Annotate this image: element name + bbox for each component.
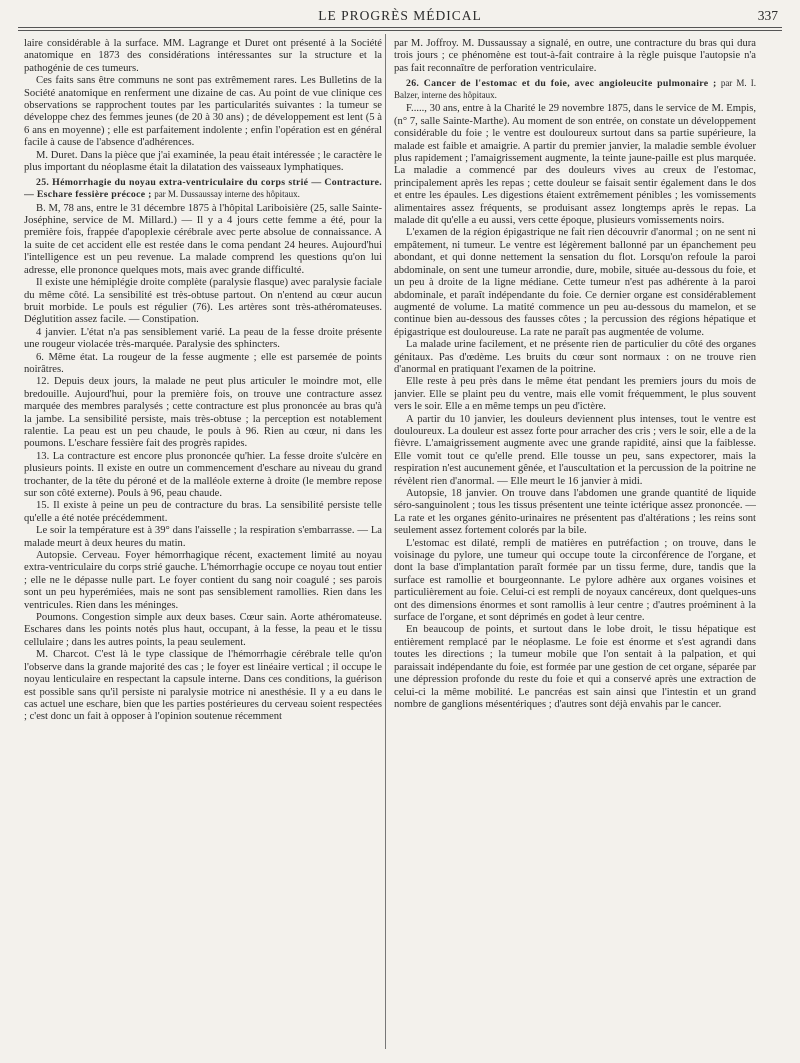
paragraph: 12. Depuis deux jours, la malade ne peut plus articuler le moindre mot, elle bredouille. Aujourd'hui, pour la première fois, on trouve une contracture assez marquée des membres paralysés ; cette contracture est plus prononcée au bras qu'à la jambe. La sensibilité persiste, mais très-obtuse ; la perception est notablement ralentie. La peau est un peu chaude, le pouls à 96. Rien au cœur, ni dans les poumons. L'eschare fessière fait des progrès rapides. — [24, 376, 382, 450]
paragraph: En beaucoup de points, et surtout dans le lobe droit, le tissu hépatique est entièrement remplacé par le néoplasme. Le foie est énorme et s'est agrandi dans toutes les directions ; la tumeur mobile que l'on sentait à la palpation, et qui paraissait indépendante du foie, est formée par une gestion de cet organe, séparée par une dépression profonde du reste du foie et qui a conservé après une extraction de celui-ci la même mobilité. Le pancréas est sain ainsi que l'intestin et un grand nombre de ganglions mésentériques ; d'autres sont déjà envahis par le cancer. — [394, 624, 756, 710]
journal-title: LE PROGRÈS MÉDICAL — [318, 8, 482, 23]
paragraph: 15. Il existe à peine un peu de contracture du bras. La sensibilité persiste telle qu'elle a été notée précédemment. — [24, 500, 382, 524]
paragraph: Poumons. Congestion simple aux deux bases. Cœur sain. Aorte athéromateuse. Eschares dans les points notés plus haut, occupant, à la fesse, la peau et le tissu cellulaire ; dans les autres points, la peau seulement. — [24, 612, 382, 648]
paragraph: 4 janvier. L'état n'a pas sensiblement varié. La peau de la fesse droite présente une rougeur violacée très-marquée. Paralysie des sphincters. — [24, 326, 382, 351]
column-divider — [385, 34, 386, 1049]
page-number: 337 — [757, 8, 778, 23]
header-rule-double — [18, 30, 782, 31]
paragraph: Ces faits sans être communs ne sont pas extrêmement rares. Les Bulletins de la Société anatomique en renferment une dizaine de cas. Au point de vue clinique ces observations se rapprochent toutes par les particularités suivantes : la tumeur se développe chez des femmes jeunes (de 20 à 30 ans) ; de développement est lent (5 à 6 ans en moyenne) ; elle est parfaitement indolente ; enfin l'opération est en général facile à cause de l'absence d'adhérences. — [24, 75, 382, 149]
page-header — [18, 6, 782, 26]
paragraph: Autopsie, 18 janvier. On trouve dans l'abdomen une grande quantité de liquide séro-sanguinolent ; tous les tissus présentent une teinte ictérique assez prononcée. — La rate et les organes génito-urinaires ne présentent pas d'altérations ; les reins sont seulement assez fortement colorés par la bile. — [394, 488, 756, 537]
section-heading-title: 25. Hémorrhagie du noyau extra-ventriculaire du corps strié — Contracture. — Eschare fessière précoce ; — [24, 177, 382, 201]
section-heading — [24, 177, 382, 200]
right-column — [394, 38, 756, 1052]
paragraph: Elle reste à peu près dans le même état pendant les premiers jours du mois de janvier. Elle se plaint peu du ventre, mais elle vomit fréquemment, le plus souvent vers le soir. Elle a en même temps un peu d'ictère. — [394, 376, 756, 413]
paragraph: L'estomac est dilaté, rempli de matières en putréfaction ; on trouve, dans le voisinage du pylore, une tumeur qui occupe toute la circonférence de l'organe, et dont la base d'implantation paraît formée par un tissu ferme, dure, tandis que la surface est ramollie et bourgeonnante. Le pylore adhère aux organes voisines et particulièrement au foie. Celui-ci est rempli de noyaux cancéreux, dont quelques-uns ont des dimensions énormes et sont ramollis à leur centre ; d'autres proéminent à la surface de l'organe, et sont déprimés en godet à leur centre. — [394, 537, 756, 624]
header-rule — [18, 27, 782, 28]
paragraph: M. Duret. Dans la pièce que j'ai examinée, la peau était intéressée ; le caractère le plus important du néoplasme était la dilatation des vaisseaux lymphatiques. — [24, 149, 382, 174]
paragraph: laire considérable à la surface. MM. Lagrange et Duret ont présenté à la Société anatomique en 1873 des considérations intéressantes sur la structure et la pathogénie de ces tumeurs. — [24, 38, 382, 74]
section-heading-byline: par M. I. Balzer, interne des hôpitaux. — [394, 78, 756, 100]
section-heading-byline: par M. Dussaussay interne des hôpitaux. — [154, 189, 300, 200]
paragraph: 13. La contracture est encore plus prononcée qu'hier. La fesse droite s'ulcère en plusieurs points. Il existe en outre un commencement d'eschare au niveau du grand trochanter, de la tête du péroné et de la malléole externe à droite (le membre repose sur son côté externe). Pouls à 96, peau chaude. — [24, 450, 382, 499]
paragraph: 6. Même état. La rougeur de la fesse augmente ; elle est parsemée de points noirâtres. — [24, 351, 382, 375]
paragraph: L'examen de la région épigastrique ne fait rien découvrir d'anormal ; on ne sent ni empâtement, ni tumeur. Le ventre est légèrement ballonné par un épanchement peu abondant, et qui donne nettement la sensation du flot. Lorsqu'on refoule la paroi abdominale, on sent une tumeur arrondie, dure, mobile, située au-dessous du foie, et un peu à droite de la ligne médiane. Cette tumeur n'est pas adhérente à la paroi abdominale, et paraît indépendante du foie. Ce dernier organe est considérablement augmenté de volume. La matité commence un peu au-dessous du mamelon, et se continue bien au-dessous des fausses côtes ; la percussion des régions hépatique et épigastrique est douloureuse. La rate ne paraît pas augmentée de volume. — [394, 227, 756, 338]
paragraph: M. Charcot. C'est là le type classique de l'hémorrhagie cérébrale telle qu'on l'observe dans la grande majorité des cas ; le foyer est linéaire vertical ; il occupe le noyau lenticulaire en respectant la capsule interne. Dans ces conditions, la guérison est possible sans qu'il persiste ni paralysie motrice ni anesthésie. Il y a eu dans le cas actuel une eschare, bien que les parties postérieures du cerveau soient respectées ; c'est donc un fait à opposer à l'opinion soutenue récemment — [24, 649, 382, 723]
paragraph: A partir du 10 janvier, les douleurs deviennent plus intenses, tout le ventre est douloureux. La douleur est assez forte pour arracher des cris ; vers le soir, elle a de la fièvre. L'amaigrissement augmente avec une grande rapidité, ainsi que la faiblesse. Elle vomit tout ce qu'elle prend. Elle tousse un peu, sans expectorer, mais la respiration n'est aucunement gênée, et l'auscultation et la percussion de la poitrine ne révèlent rien d'anormal. — Elle meurt le 16 janvier à midi. — [394, 413, 756, 487]
paragraph: Autopsie. Cerveau. Foyer hémorrhagique récent, exactement limité au noyau extra-ventriculaire du corps strié gauche. L'hémorrhagie occupe ce noyau tout entier ; elle ne le dépasse nulle part. Le foyer contient du sang noir coagulé ; ses parois sont un peu hyperémiées, mais ne sont pas sensiblement ramollies. Rien dans les ventricules. Rien dans les méninges. — [24, 550, 382, 611]
section-heading — [394, 78, 756, 101]
paragraph: F....., 30 ans, entre à la Charité le 29 novembre 1875, dans le service de M. Empis, (n° 7, salle Sainte-Marthe). Au moment de son entrée, on constate un développement considérable du foie ; le ventre est douloureux surtout dans sa partie supérieure, la malade est faible et amaigrie. A partir du premier janvier, la maladie semble évoluer plus rapidement ; l'amaigrissement augmente, la teinte jaune-paille est plus marquée. La maladie a commencé par des douleurs vives au creux de l'estomac, principalement après les repas ; cette douleur se faisait sentir également dans le dos et entre les épaules. Les digestions étaient extrêmement pénibles ; les vomissements alimentaires assez fréquents, se produisant assez longtemps après le repas. La malade dit qu'elle a eu aussi, vers cette époque, plusieurs vomissements noirs. — [394, 103, 756, 227]
paragraph: La malade urine facilement, et ne présente rien de particulier du côté des organes génitaux. Pas d'œdème. Les bruits du cœur sont normaux : on ne trouve rien d'anormal en pratiquant l'examen de la poitrine. — [394, 339, 756, 375]
paragraph: Il existe une hémiplégie droite complète (paralysie flasque) avec paralysie faciale du même côté. La sensibilité est très-obtuse partout. On n'entend au cœur aucun bruit morbide. Le pouls est régulier (76). Les artères sont très-athéromateuses. Déglutition assez facile. — Constipation. — [24, 277, 382, 326]
paragraph: par M. Joffroy. M. Dussaussay a signalé, en outre, une contracture du bras qui dura trois jours ; ce phénomène est tout-à-fait contraire à la règle puisque l'autopsie n'a pas fait reconnaître de perforation ventriculaire. — [394, 38, 756, 74]
paragraph: Le soir la température est à 39° dans l'aisselle ; la respiration s'embarrasse. — La malade meurt à deux heures du matin. — [24, 525, 382, 549]
paragraph: B. M, 78 ans, entre le 31 décembre 1875 à l'hôpital Lariboisière (25, salle Sainte-Joséphine, service de M. Millard.) — Il y a 4 jours cette femme a été, pour la première fois, frappée d'apoplexie cérébrale avec perte absolue de connaissance. A la suite de cet accident elle est restée dans le coma pendant 24 heures. Aujourd'hui l'intelligence est un peu revenue. La malade comprend les questions qu'on lui adresse, elle prononce quelques mots, mais avec grande difficulté. — [24, 202, 382, 276]
section-heading-title: 26. Cancer de l'estomac et du foie, avec angioleucite pulmonaire ; — [406, 78, 717, 90]
left-column — [24, 38, 382, 1052]
